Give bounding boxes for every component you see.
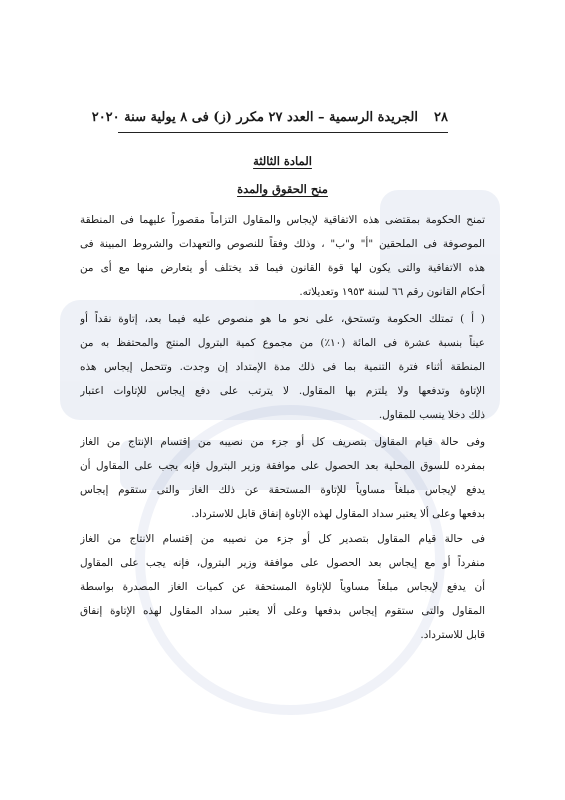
paragraph-grant bbox=[80, 208, 485, 304]
paragraph-line: أحكام القانون رقم ٦٦ لسنة ١٩٥٣ وتعديلاته. bbox=[299, 286, 485, 298]
paragraph-line: منفرداً أو مع إيجاس بعد الحصول على موافقة وزير البترول، فإنه يجب على المقاول bbox=[80, 557, 485, 569]
paragraph-export bbox=[80, 527, 485, 647]
article-subtitle: منح الحقوق والمدة bbox=[237, 182, 328, 196]
paragraph-line: ذلك دخلا ينسب للمقاول. bbox=[378, 409, 485, 421]
paragraph-line: وفى حالة قيام المقاول بتصريف كل أو جزء من نصيبه من إقتسام الإنتاج من الغاز bbox=[80, 436, 485, 448]
paragraph-line: ( أ ) تمتلك الحكومة وتستحق، على نحو ما هو منصوص عليه فيما بعد، إتاوة نقداً أو bbox=[80, 313, 485, 325]
article-title: المادة الثالثة bbox=[253, 154, 312, 168]
paragraph-line: بدفعها وعلى ألا يعتبر سداد المقاول لهذه الإتاوة إنفاق قابل للاسترداد. bbox=[191, 508, 485, 520]
page-header bbox=[91, 108, 448, 133]
paragraph-line: يدفع لإيجاس مبلغاً مساوياً للإتاوة المستحقة عن ذلك الغاز والتى ستقوم إيجاس bbox=[80, 484, 485, 496]
paragraph-royalty bbox=[80, 307, 485, 427]
paragraph-line: فى حالة قيام المقاول بتصدير كل أو جزء من نصيبه من إقتسام الانتاج من الغاز bbox=[80, 533, 485, 545]
paragraph-line: قابل للاسترداد. bbox=[420, 629, 485, 641]
paragraph-line: المقاول والتى ستقوم إيجاس بدفعها وعلى ألا يعتبر سداد المقاول لهذه الإتاوة إنفاق bbox=[80, 605, 485, 617]
paragraph-line: أن يدفع لإيجاس مبلغاً مساوياً للإتاوة المستحقة عن كميات الغاز المصدرة بواسطة bbox=[80, 581, 485, 593]
paragraph-line: عيناً بنسبة عشرة فى المائة (١٠٪) من مجموع كمية البترول المنتج والمحتفظ به من bbox=[80, 337, 485, 349]
page-number: ٢٨ bbox=[434, 110, 448, 125]
paragraph-line: الموصوفة فى الملحقين "أ" و"ب" ، وذلك وفقاً للنصوص والتعهدات والشروط المبينة فى bbox=[80, 238, 485, 250]
paragraph-line: المنطقة أثناء فترة التنمية بما فى ذلك مدة الإمتداد إن وجدت. وتتحمل إيجاس هذه bbox=[80, 361, 485, 373]
gazette-title: الجريدة الرسمية – العدد ٢٧ مكرر (ز) فى ٨ يولية سنة ٢٠٢٠ bbox=[91, 110, 418, 125]
paragraph-line: هذه الاتفاقية والتى يكون لها قوة القانون فيما قد يختلف أو يتعارض منها مع أى من bbox=[80, 262, 485, 274]
paragraph-line: الإتاوة وتدفعها ولا يلتزم بها المقاول. لا يترتب على دفع إيجاس للإتاوات اعتبار bbox=[80, 385, 485, 397]
paragraph-line: بمفرده للسوق المحلية بعد الحصول على موافقة وزير البترول فإنه يجب على المقاول أن bbox=[80, 460, 485, 472]
paragraph-local-market bbox=[80, 430, 485, 526]
paragraph-line: تمنح الحكومة بمقتضى هذه الاتفاقية لإيجاس والمقاول التزاماً مقصوراً عليهما فى المنطقة bbox=[80, 214, 485, 226]
